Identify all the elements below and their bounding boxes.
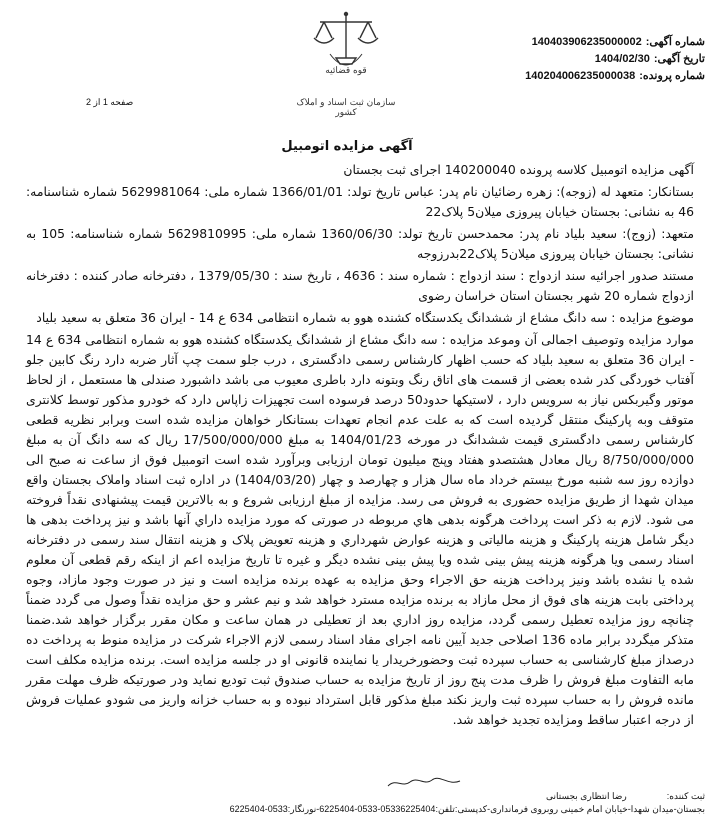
notice-number-value: 140403906235000002 xyxy=(531,36,642,48)
case-number-row xyxy=(525,68,705,85)
case-number-label: شماره پرونده: xyxy=(639,70,705,82)
footer xyxy=(14,790,705,816)
auction-details-paragraph: موارد مزایده وتوصیف اجمالی آن وموعد مزایده : سه دانگ مشاع از ششدانگ یکدستگاه کشنده هوو به شماره انتظامی 634 ع 14 - ایران 36 متعلق به سعید بلیاد که حسب اظهار کارشناس رسمی دادگستری ، درب جلو سمت چپ آثار ضربه دارد رنگ کابین جلو آفتاب خوردگی کدر شده بعضی از قسمت های اتاق رنگ وبتونه دارد باطری معیوب می باشد داشبورد صندلی ها مستعمل ، از لحاظ موتور وگیربکس نیاز به سرویس دارد ، لاستیکها حدود50 درصد فرسوده است تجهیزات زاپاس دارد که خودرو مذکور توسط کلانتری متوقف وبه پارکینگ منتقل گردیده است که به علت عدم انجام تعهدات بستانکار خواهان مزایده شده است وبرابر نظریه قطعی کارشناس رسمی دادگستری قیمت ششدانگ در مورخه 1404/01/23 به مبلغ 17/500/000/000 ریال که سه دانگ آن به مبلغ 8/750/000/000 ریال معادل هشتصدو هفتاد وپنج میلیون تومان ارزیابی وبرآورد شده است اتومبیل فوق از ساعت نه صبح الی دوازده روز سه شنبه مورخ بیستم خرداد ماه سال هزار و چهارصد و چهار (1404/03/20) در اداره ثبت اسناد واملاک بجستان واقع میدان شهدا از طریق مزایده حضوری به فروش می رسد. مزایده از مبلغ ارزیابی شروع و به بالاترین قیمت پیشنهادی نقداً فروخته می شود. لازم به ذکر است پرداخت هرگونه بدهی هاي مربوطه در صورتی که مورد مزایده داراي آنها باشد و نیز پرداخت بدهی ها دیگر شامل هزینه پارکینگ و هزینه مالیاتی و هزینه عوارض شهرداري و هزینه تعویض پلاک و هزینه انتقال سند رسمی در دفترخانه اسناد رسمی ویا هرگونه هزینه پیش بینی شده ویا پیش بینی نشده دیگر و غیره تا تاریخ مزایده اعم از اینکه رقم قطعی آن معلوم شده یا نشده باشد ونیز پرداخت هزینه حق الاجراء وحق مزایده به عهده برنده مزایده است و نیز در صورت وجود مازاد، وجوه پرداختی بابت هزینه های فوق از محل مازاد به برنده مزایده مسترد خواهد شد و نیم عشر و حق مزایده نقداً وصول می گردد ضمناً چنانچه روز مزایده تعطیل رسمی گردد، مزایده روز اداري بعد از تعطیلی در همان ساعت و مکان مقرر برگزار خواهد شد.ضمنا متذکر میگردد برابر ماده 136 اصلاحی جدید آیین نامه اجرای مفاد اسناد رسمی لازم الاجراء شرکت در مزایده منوط به پرداخت ده درصداز مبلغ کارشناسی به حساب سپرده ثبت وحضورخریدار یا نماینده قانونی او در جلسه مزایده است. برنده مزایده مکلف است مابه التفاوت مبلغ فروش را ظرف مدت پنج روز از تاریخ مزایده به حساب صندوق ثبت تودیع نماید ودر صورتیکه ظرف مهلت مقرر مانده فروش را به حساب سپرده ثبت واریز نکند مبلغ مذکور قابل استرداد نبوده و به حساب خزانه واریز می شودو عملیات فروش از درجه اعتبار ساقط ومزایده تجدید خواهد شد. xyxy=(26,332,694,727)
enforcement-document-paragraph: مستند صدور اجرائیه سند ازدواج : سند ازدواج : شماره سند : 4636 ، تاریخ سند : 1379/05/30 ، دفترخانه صادر کننده : دفترخانه ازدواج شماره 20 شهر بجستان استان خراسان رضوی xyxy=(26,268,694,303)
notice-date-row xyxy=(525,51,705,68)
notice-number-row xyxy=(525,34,705,51)
judiciary-emblem xyxy=(290,6,402,120)
issuer-name: رضا انتظاری بجستانی xyxy=(546,791,627,801)
page-title: آگهی مزایده اتومبیل xyxy=(281,139,413,154)
notice-body xyxy=(26,160,694,732)
auction-subject-paragraph: موضوع مزایده : سه دانگ مشاع از ششدانگ یکدستگاه کشنده هوو به شماره انتظامی 634 ع 14 - ایران 36 متعلق به سعید بلیاد xyxy=(36,310,694,325)
notice-number-label: شماره آگهی: xyxy=(645,36,705,48)
case-number-value: 140204006235000038 xyxy=(525,70,636,82)
case-file-line: آگهی مزایده اتومبیل کلاسه پرونده 140200040 اجرای ثبت بجستان xyxy=(343,162,694,177)
notice-metadata xyxy=(525,34,705,85)
notice-date-value: 1404/02/30 xyxy=(594,53,650,65)
issuer-row xyxy=(14,790,705,803)
creditor-paragraph: بستانکار: متعهد له (زوجه): زهره رضائیان نام پدر: عباس تاریخ تولد: 1366/01/01 شماره ملی: 5629981064 شماره شناسنامه: 46 به نشانی: بجستان خیابان پیروزی میلان5 پلاک22 xyxy=(26,184,694,219)
page-number: صفحه 1 از 2 xyxy=(86,97,134,107)
footer-address: بجستان-میدان شهدا-خیابان امام خمینی روبروی فرمانداری-کدپستی:تلفن:05336225404-0533-6225404-نورنگار:0533-6225404 xyxy=(229,804,705,814)
emblem-line-2: سازمان ثبت اسناد و املاک کشور xyxy=(296,98,396,118)
debtor-paragraph: متعهد: (زوج): سعید بلیاد نام پدر: محمدحسن تاریخ تولد: 1360/06/30 شماره ملی: 5629810995 شماره شناسنامه: 105 به نشانی: بجستان خیابان پیروزی میلان5 پلاک22بدرزوجه xyxy=(26,226,694,261)
signature-image xyxy=(384,776,464,790)
issuer-label: ثبت کننده: xyxy=(666,791,705,801)
notice-date-label: تاریخ آگهی: xyxy=(653,53,705,65)
emblem-line-1: قوه قضائیه xyxy=(325,66,367,76)
